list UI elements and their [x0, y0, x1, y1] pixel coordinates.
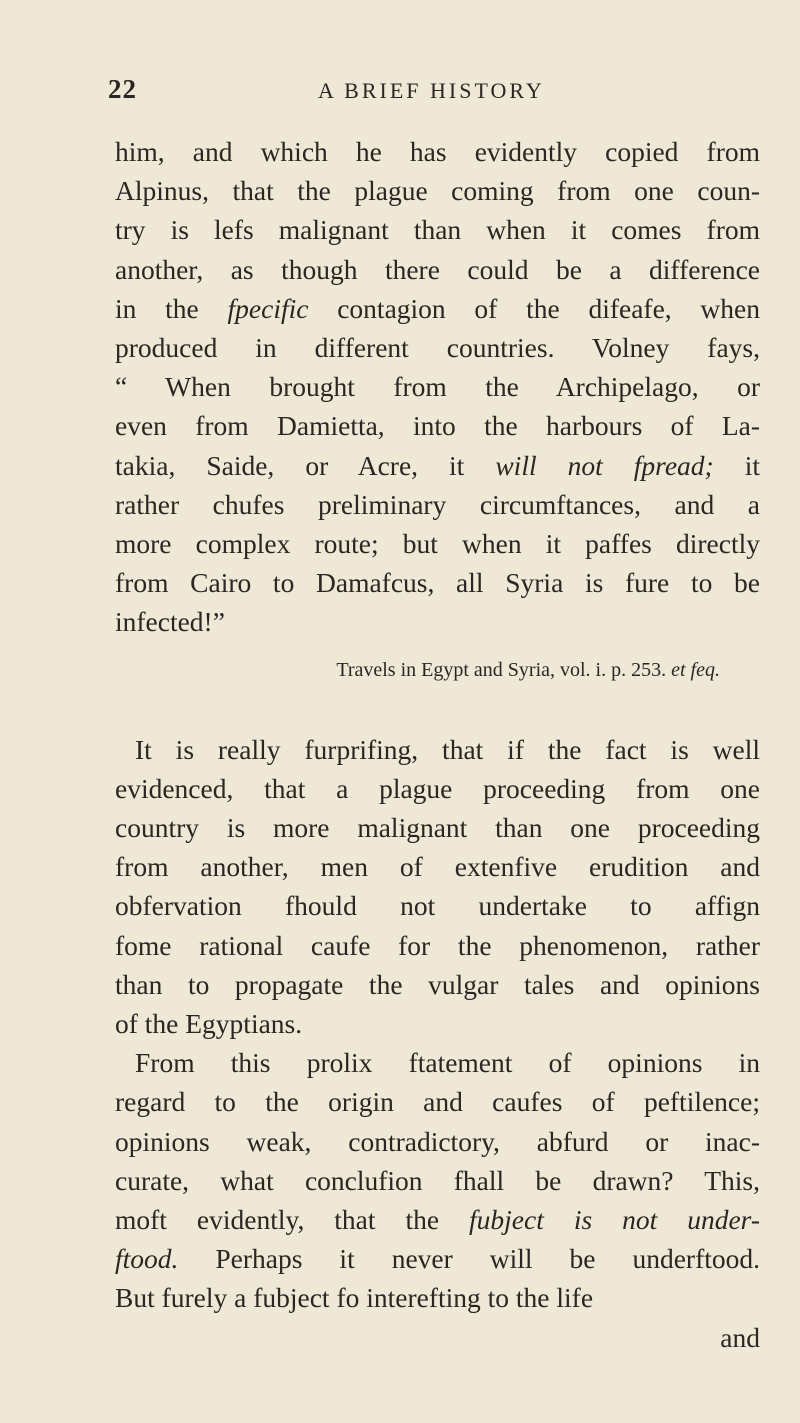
paragraph3-line: opinions weak, contradictory, abfurd or inac-	[115, 1125, 760, 1157]
catchword: and	[720, 1321, 760, 1353]
paragraph1-line: in the fpecific contagion of the difeafe, when	[115, 292, 760, 324]
body-text	[115, 132, 760, 1357]
paragraph2-line: from another, men of extenfive erudition and	[115, 851, 760, 883]
paragraph1-line: him, and which he has evidently copied from	[115, 136, 760, 167]
paragraph-2	[115, 730, 760, 1044]
citation-text: Travels in Egypt and Syria, vol. i. p. 253.	[336, 658, 667, 681]
paragraph1-line: rather chufes preliminary circumftances, and a	[115, 488, 760, 520]
paragraph3-line: ftood. Perhaps it never will be underftood.	[115, 1243, 760, 1275]
paragraph1-line: Alpinus, that the plague coming from one coun-	[115, 175, 760, 207]
paragraph1-line: “ When brought from the Archipelago, or	[115, 371, 760, 403]
paragraph1-line: from Cairo to Damafcus, all Syria is fure to be	[115, 567, 760, 599]
paragraph3-line: regard to the origin and caufes of peftilence;	[115, 1086, 760, 1118]
paragraph1-line: try is lefs malignant than when it comes from	[115, 214, 760, 246]
paragraph2-line: It is really furprifing, that if the fact is well	[135, 733, 760, 765]
paragraph1-line: even from Damietta, into the harbours of La-	[115, 410, 760, 442]
citation-et-seq: et feq.	[671, 658, 720, 681]
paragraph2-line: country is more malignant than one proceeding	[115, 812, 760, 844]
paragraph2-line: evidenced, that a plague proceeding from one	[115, 772, 760, 804]
running-head: A BRIEF HISTORY	[318, 78, 545, 103]
page-header	[108, 74, 740, 114]
paragraph1-line: more complex route; but when it paffes directly	[115, 528, 760, 560]
paragraph3-line: But furely a fubject fo interefting to the life	[115, 1282, 594, 1314]
paragraph-1	[115, 132, 760, 642]
paragraph2-line: fome rational caufe for the phenomenon, rather	[115, 929, 760, 961]
paragraph1-line: takia, Saide, or Acre, it will not fpread; it	[115, 449, 761, 481]
citation	[115, 654, 720, 686]
paragraph1-line: produced in different countries. Volney fays,	[115, 332, 760, 364]
paragraph3-line: curate, what conclufion fhall be drawn? This,	[115, 1164, 760, 1196]
paragraph1-line: another, as though there could be a difference	[115, 253, 760, 285]
paragraph3-line: From this prolix ftatement of opinions in	[135, 1047, 760, 1079]
paragraph2-line: of the Egyptians.	[115, 1008, 303, 1040]
paragraph3-line: moft evidently, that the fubject is not under-	[115, 1204, 760, 1236]
paragraph-3	[115, 1043, 760, 1317]
paragraph1-line: infected!”	[115, 606, 225, 638]
paragraph2-line: than to propagate the vulgar tales and opinions	[115, 968, 760, 1000]
paragraph2-line: obfervation fhould not undertake to affign	[115, 890, 760, 922]
page-number: 22	[108, 74, 137, 104]
